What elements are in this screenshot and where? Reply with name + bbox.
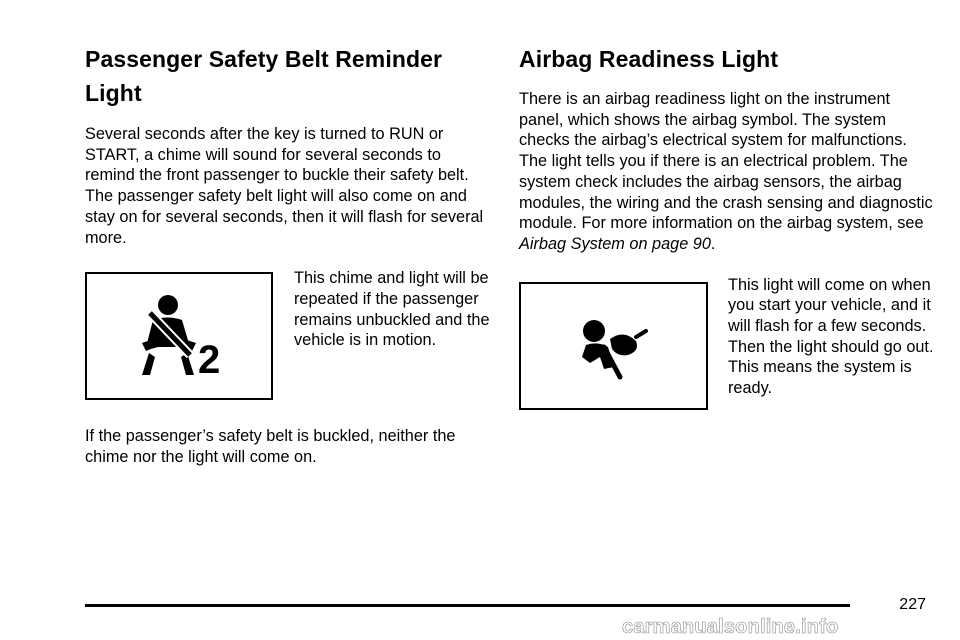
airbag-figure-box bbox=[519, 282, 708, 410]
airbag-intro-end: . bbox=[710, 234, 716, 253]
watermark: carmanualsonline.info bbox=[622, 616, 839, 638]
seatbelt-reminder-heading: Passenger Safety Belt Reminder Light bbox=[85, 46, 443, 106]
airbag-figure-text: This light will come on when you start your vehicle, and it will flash for a few seconds. Then the light should go out. This means the system is ready. bbox=[728, 275, 934, 398]
airbag-system-reference-link[interactable]: Airbag System on page 90 bbox=[519, 234, 711, 253]
seatbelt-figure-text: This chime and light will be repeated if the passenger remains unbuckled and the vehicle is in motion. bbox=[294, 269, 490, 350]
left-column bbox=[85, 42, 495, 468]
airbag-readiness-heading: Airbag Readiness Light bbox=[519, 46, 779, 72]
figure-numeral: 2 bbox=[198, 338, 221, 382]
seatbelt-reminder-intro: Several seconds after the key is turned to RUN or START, a chime will sound for several seconds to remind the front passenger to buckle their safety belt. The passenger safety belt light will also come on and stay on for several seconds, then it will flash for several more. bbox=[85, 125, 484, 247]
airbag-figure-row bbox=[519, 275, 934, 410]
right-column bbox=[519, 42, 934, 410]
seatbelt-buckled-note: If the passenger’s safety belt is buckled, neither the chime nor the light will come on. bbox=[85, 427, 456, 466]
airbag-readiness-intro bbox=[519, 89, 934, 255]
passenger-seatbelt-icon bbox=[124, 291, 234, 381]
seatbelt-figure-box bbox=[85, 272, 273, 400]
page-number: 227 bbox=[899, 596, 926, 613]
seatbelt-figure-row bbox=[85, 268, 495, 400]
airbag-icon bbox=[574, 311, 654, 381]
airbag-intro-text: There is an airbag readiness light on the instrument panel, which shows the airbag symbol. The system checks the airbag’s electrical system for malfunctions. The light tells you if there is an electrical problem. The system check includes the airbag sensors, the airbag modules, the wiring and the crash sensing and diagnostic module. For more information on the airbag system, see bbox=[519, 90, 933, 233]
footer-rule bbox=[85, 604, 850, 607]
